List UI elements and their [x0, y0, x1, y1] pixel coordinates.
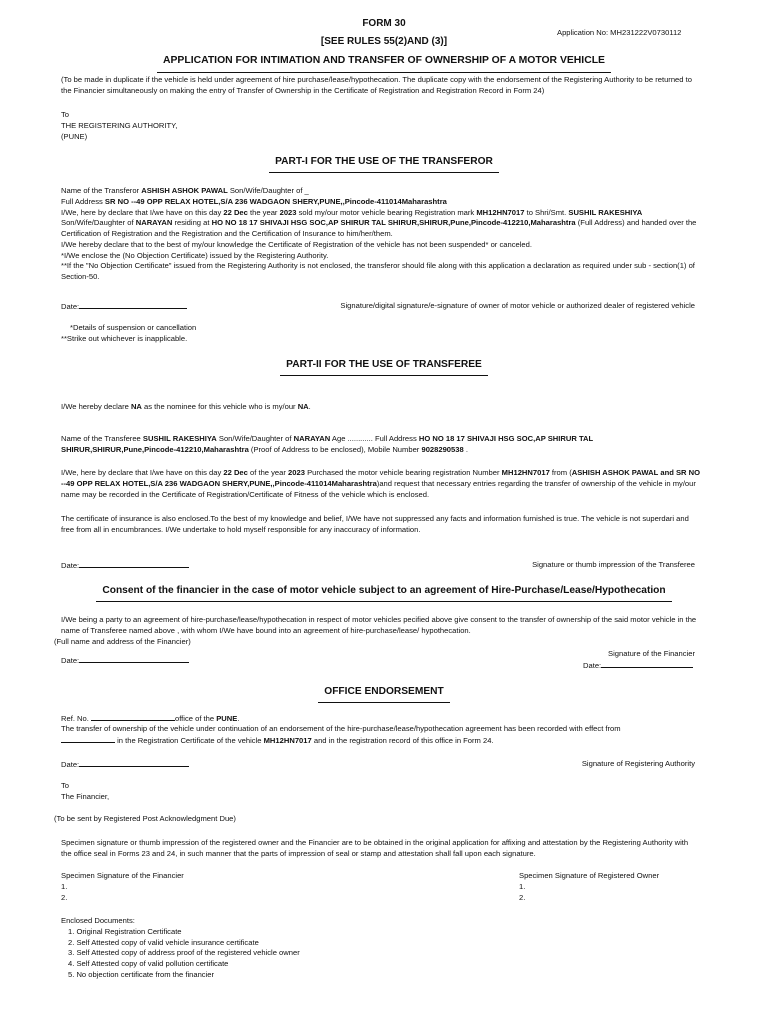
part1-date: Date: [61, 301, 187, 313]
form-title: APPLICATION FOR INTIMATION AND TRANSFER OF OWNERSHIP OF A MOTOR VEHICLE [157, 54, 611, 73]
consent-heading: Consent of the financier in the case of motor vehicle subject to an agreement of Hire-Purchase/Lease/Hypothecation [96, 584, 671, 602]
enclosed-label: Enclosed Documents: [61, 916, 135, 925]
part2-signature-label: Signature or thumb impression of the Transferee [532, 560, 695, 569]
purchase-declaration: I/We, here by declare that I/we have on this day 22 Dec of the year 2023 Purchased the motor vehicle bearing registration Number MH12HN7017 from (ASHISH ASHOK PAWAL and SR NO --49 OPP RELAX HOTEL,S/A 236 WADGAON SHERY,PUNE,,Pincode-411014Maharashtra)and request that necessary entries regarding the transfer of ownership of the vehicle in my/our name may be recorded in the Certificate of Registration/Certificate of Fitness of the vehicle which is enclosed. [61, 468, 701, 499]
insurance-declaration: The certificate of insurance is also enclosed.To the best of my knowledge and belief, I/We have not suppressed any facts and information furnished is true. The vehicle is not superdari and free from all in encumbrances. I/We undertake to hold myself responsible for any inaccuracy of information. [61, 514, 689, 534]
transferor-name-line: Name of the Transferor ASHISH ASHOK PAWAL Son/Wife/Daughter of _ [61, 186, 309, 195]
transferee-details: Name of the Transferee SUSHIL RAKESHIYA Son/Wife/Daughter of NARAYAN Age ............ Full Address HO NO 18 17 SHIVAJI HSG SOC,AP SHIRUR TAL SHIRUR,SHIRUR,Pune,Pincode-412210,Maharashtra (Proof of Address to be enclosed), Mobile Number 9028290538 . [61, 434, 594, 454]
part2-heading-wrap [0, 358, 768, 376]
enclosed-item: 4. Self Attested copy of valid pollution certificate [68, 959, 229, 969]
part1-signature-label: Signature/digital signature/e-signature of owner of motor vehicle or authorized dealer of registered vehicle [340, 301, 695, 310]
transferor-name: ASHISH ASHOK PAWAL [141, 186, 228, 195]
footnote-strike: **Strike out whichever is inapplicable. [61, 334, 188, 343]
financier-signature-label: Signature of the Financier [608, 649, 695, 658]
transferor-address-line: Full Address SR NO --49 OPP RELAX HOTEL,S/A 236 WADGAON SHERY,PUNE,,Pincode-411014Maharashtra [61, 196, 447, 206]
office-date: Date: [61, 759, 189, 771]
ref-line: Ref. No. office of the PUNE. [61, 714, 240, 723]
enclosed-documents [61, 916, 300, 981]
registered-post-note: (To be sent by Registered Post Acknowledgment Due) [54, 814, 236, 823]
financier-date: Date: [583, 660, 693, 672]
form-title-wrap [0, 54, 768, 73]
registering-authority-signature-label: Signature of Registering Authority [581, 759, 695, 768]
financier-name-label: (Full name and address of the Financier) [54, 637, 191, 646]
addressee-block [61, 110, 177, 142]
transferee-address: HO NO 18 17 SHIVAJI HSG SOC,AP SHIRUR TAL SHIRUR,SHIRUR,Pune,Pincode-412210,Maharashtra [61, 434, 594, 454]
application-number: Application No: MH231222V0730112 [557, 28, 682, 37]
transferee-name: SUSHIL RAKESHIYA [142, 434, 217, 443]
form-rules: [SEE RULES 55(2)AND (3)] [320, 36, 448, 47]
office-heading: OFFICE ENDORSEMENT [318, 685, 449, 703]
nominee-line: I/We hereby declare NA as the nominee for this vehicle who is my/our NA. [61, 402, 311, 411]
consent-heading-wrap [0, 584, 768, 602]
enclosed-item: 2. Self Attested copy of valid vehicle insurance certificate [68, 937, 259, 947]
specimen-owner: Specimen Signature of Registered Owner 1. 2. [519, 871, 660, 902]
transfer-record-line: The transfer of ownership of the vehicle under continuation of an endorsement of the hire-purchase/lease/hypothecation agreement has been recorded with effect from in the Registration Certificate of the vehicle MH12HN7017 and in the registration record of this office in Form 24. [61, 724, 621, 745]
to-label: To [61, 110, 70, 119]
authority-label: THE REGISTERING AUTHORITY, [61, 120, 178, 130]
sale-declaration: I/We, here by declare that I/we have on this day 22 Dec the year 2023 sold my/our motor vehicle bearing Registration mark MH12HN7017 to Shri/Smt. SUSHIL RAKESHIYA Son/Wife/Daughter of NARAYAN residing at HO NO 18 17 SHIVAJI HSG SOC,AP SHIRUR TAL SHIRUR,SHIRUR,Pune,Pincode-412210,Maharashtra (Full Address) and handed over the Certification of Registration and the Registration and the Certification of Insurance to him/her/them. [61, 207, 697, 239]
part1-heading: PART-I FOR THE USE OF THE TRANSFEROR [269, 155, 499, 173]
consent-date: Date: [61, 655, 189, 667]
office-heading-wrap [0, 685, 768, 703]
specimen-note: Specimen signature or thumb impression of the registered owner and the Financier are to be obtained in the original application for affixing and attestation by the Registering Authority with the office seal in Forms 23 and 24, in such manner that the parts of impression of seal or stamp and attestation shall fall upon each signature. [61, 838, 689, 858]
footnote-suspension: *Details of suspension or cancellation [70, 323, 197, 332]
authority-city: (PUNE) [61, 131, 88, 141]
consent-body: I/We being a party to an agreement of hire-purchase/lease/hypothecation in respect of motor vehicles pecified above give consent to the transfer of ownership of the said motor vehicle in the name of Transferee named above , with whom I/We have bound into an agreement of hire-purchase/lease/ hypothecation. [61, 615, 697, 635]
enclosed-item: 1. Original Registration Certificate [68, 926, 182, 936]
duplicate-note: (To be made in duplicate if the vehicle is held under agreement of hire purchase/lease/hypothecation. The duplicate copy with the endorsement of the Registering Authority to be returned to the Financier simultaneously on making the entry of Transfer of Ownership in the Certificate of Registration and Registration Record in Form 24) [61, 75, 692, 95]
part1-body [61, 186, 701, 283]
transferor-address: SR NO --49 OPP RELAX HOTEL,S/A 236 WADGAON SHERY,PUNE,,Pincode-411014Maharashtra [104, 196, 447, 206]
enclosed-item: 3. Self Attested copy of address proof of the registered vehicle owner [68, 948, 300, 958]
part1-heading-wrap [0, 155, 768, 173]
part2-heading: PART-II FOR THE USE OF TRANSFEREE [280, 358, 488, 376]
part2-date: Date: [61, 560, 189, 572]
form-number: FORM 30 [362, 18, 406, 29]
noc-if: **If the "No Objection Certificate" issued from the Registering Authority is not enclosed, the transferor should file along with this application a declaration as required under sub - section(1) of Section-50. [61, 261, 695, 282]
date-blank [79, 301, 187, 309]
specimen-financier: Specimen Signature of the Financier 1. 2. [61, 871, 184, 902]
noc-enclose: *I/We enclose the (No Objection Certificate) issued by the Registering Authority. [61, 250, 329, 260]
financier-address: To The Financier, [61, 781, 110, 801]
enclosed-item: 5. No objection certificate from the financier [68, 969, 215, 979]
mobile-number: 9028290538 [421, 444, 464, 454]
noc-declaration: I/We hereby declare that to the best of my/our knowledge the Certificate of Registration of the vehicle has not been suspended* or canceled. [61, 239, 532, 249]
registration-mark: MH12HN7017 [476, 207, 525, 217]
